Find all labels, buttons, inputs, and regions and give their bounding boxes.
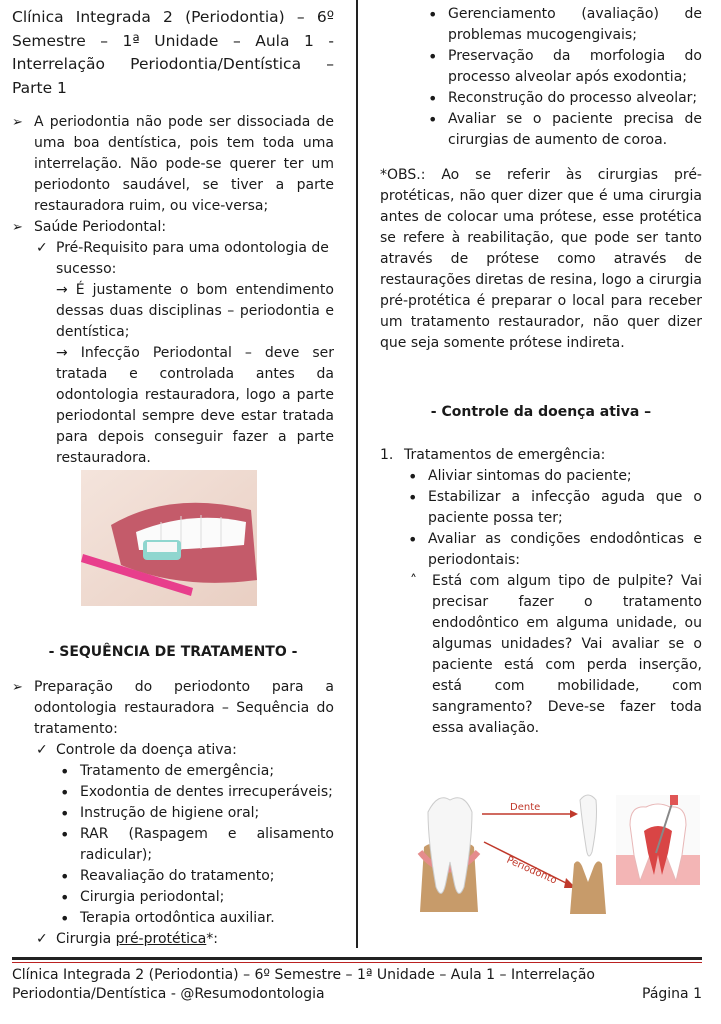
page-number: Página 1: [642, 986, 702, 1002]
footer-rule: [12, 957, 702, 960]
list-item: [34, 238, 334, 469]
numbered-list: [380, 445, 702, 739]
list-item: • Estabilizar a infecção aguda que o paciente possa ter;: [404, 487, 702, 529]
check-list: [34, 238, 334, 469]
diagram-label-dente: Dente: [510, 802, 541, 813]
title-line-1: Clínica Integrada 2 (Periodontia) – 6º: [12, 8, 334, 26]
dot-list: [404, 466, 702, 739]
check-text-suffix: *:: [206, 931, 218, 947]
page-footer: [12, 966, 702, 1004]
bullet-text: Preparação do periodonto para a odontologia restauradora – Sequência do tratamento:: [34, 679, 334, 737]
list-item: • Instrução de higiene oral;: [56, 803, 334, 824]
obs-paragraph: *OBS.: Ao se referir às cirurgias pré-protéticas, não quer dizer que é uma cirurgia antes de colocar uma prótese, esse protética se refere à reabilitação, que pode ser tanto através de prótese como através de restaurações diretas de resina, logo a cirurgia pré-protética é preparar o local para receber um tratamento restaurador, não quer dizer que seja somente prótese indireta.: [380, 167, 702, 351]
tooth-periodonto-diagram: [410, 792, 610, 917]
diagram-label-periodonto: Periodonto: [504, 854, 559, 887]
list-item: [34, 929, 334, 950]
list-item: • Tratamento de emergência;: [56, 761, 334, 782]
list-item: [34, 740, 334, 929]
list-item: • Cirurgia periodontal;: [56, 887, 334, 908]
list-item: [404, 529, 702, 739]
check-text: Controle da doença ativa:: [56, 742, 237, 758]
intro-list: [12, 112, 334, 469]
list-item: • Terapia ortodôntica auxiliar.: [56, 908, 334, 929]
endodontic-tooth-image: [616, 795, 700, 885]
check-text: Pré-Requisito para uma odontologia de sucesso:: [56, 240, 329, 277]
title-line-3: Interrelação Periodontia/Dentística –: [12, 55, 334, 73]
list-item: • Reavaliação do tratamento;: [56, 866, 334, 887]
underlined-term: pré-protética: [115, 931, 207, 947]
smile-toothbrush-image: [81, 470, 257, 606]
bullet-text: Avaliar as condições endodônticas e periodontais:: [428, 531, 702, 568]
check-list: [34, 740, 334, 950]
sub-paragraph: → É justamente o bom entendimento dessas duas disciplinas – periodontia e dentística;: [56, 282, 334, 340]
triangle-list: [404, 571, 702, 739]
list-item: • Gerenciamento (avaliação) de problemas mucogengivais;: [424, 4, 702, 46]
footer-line-1: Clínica Integrada 2 (Periodontia) – 6º Semestre – 1ª Unidade – Aula 1 – Interrelação: [12, 967, 595, 983]
continued-list: [380, 4, 702, 151]
footer-rule-accent: [12, 962, 702, 963]
title-line-4: Parte 1: [12, 78, 67, 97]
list-item: [12, 677, 334, 950]
numbered-text: Tratamentos de emergência:: [404, 447, 606, 463]
list-item: • Preservação da morfologia do processo alveolar após exodontia;: [424, 46, 702, 88]
list-item: • RAR (Raspagem e alisamento radicular);: [56, 824, 334, 866]
list-item: • Aliviar sintomas do paciente;: [404, 466, 702, 487]
sequence-list: [12, 677, 334, 950]
right-column: [380, 0, 702, 887]
column-divider: [356, 0, 358, 948]
bullet-text: A periodontia não pode ser dissociada de uma boa dentística, pois tem toda uma interrelação. Não pode-se querer ter um periodonto saudável, se tiver a parte restauradora ruim, ou vice-versa;: [34, 114, 334, 214]
title-line-2: Semestre – 1ª Unidade – Aula 1 -: [12, 31, 334, 50]
left-column: [12, 0, 334, 947]
section-heading: - Controle da doença ativa –: [430, 404, 652, 420]
list-item: • Exodontia de dentes irrecuperáveis;: [56, 782, 334, 803]
list-item: [12, 112, 334, 217]
list-item: • Avaliar se o paciente precisa de cirurgias de aumento de coroa.: [424, 109, 702, 151]
check-text: Cirurgia: [56, 931, 116, 947]
list-item: • Reconstrução do processo alveolar;: [424, 88, 702, 109]
list-item: ˄ Está com algum tipo de pulpite? Vai precisar fazer o tratamento endodôntico em alguma unidade, ou algumas unidades? Vai avaliar se o paciente está com perda inserção, está com mobilidade, com sangramento? Deve-se fazer toda essa avaliação.: [404, 571, 702, 739]
list-item: [380, 445, 702, 739]
document-title: [12, 6, 334, 100]
section-heading: - SEQUÊNCIA DE TRATAMENTO -: [48, 644, 298, 660]
sub-paragraph: → Infecção Periodontal – deve ser tratada e controlada antes da odontologia restauradora, logo a parte periodontal sempre deve estar tratada para depois conseguir fazer a parte restauradora.: [56, 345, 334, 466]
dot-list: [56, 761, 334, 929]
list-item: [12, 217, 334, 469]
bullet-text: Saúde Periodontal:: [34, 219, 167, 235]
footer-line-2: Periodontia/Dentística - @Resumodontologia: [12, 986, 325, 1002]
